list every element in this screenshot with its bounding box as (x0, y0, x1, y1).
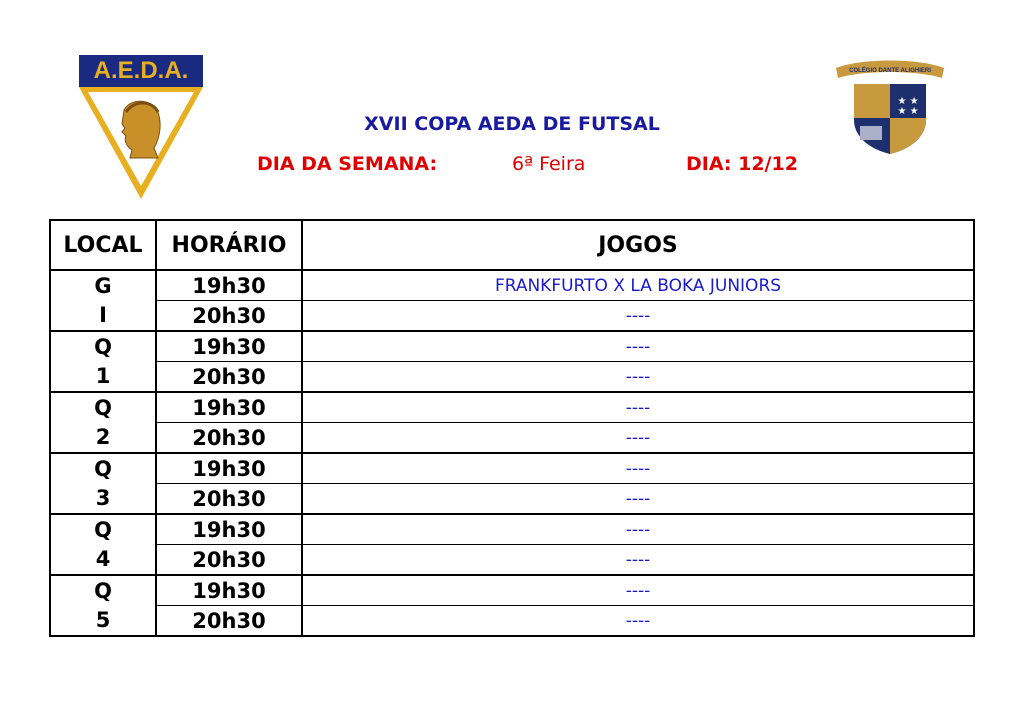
weekday-label: DIA DA SEMANA: (257, 153, 438, 175)
time-cell: 19h30 (156, 270, 302, 301)
local-cell: 3 (50, 484, 156, 515)
time-cell: 19h30 (156, 331, 302, 362)
game-cell: ---- (302, 606, 974, 637)
local-cell: 4 (50, 545, 156, 576)
game-cell: ---- (302, 484, 974, 515)
svg-text:★ ★: ★ ★ (897, 96, 919, 107)
table-row (50, 484, 974, 515)
header-local: LOCAL (50, 220, 156, 270)
crest-text: COLÉGIO DANTE ALIGHIERI (849, 68, 931, 74)
time-cell: 19h30 (156, 392, 302, 423)
game-cell: ---- (302, 514, 974, 545)
table-row (50, 423, 974, 454)
table-row (50, 331, 974, 362)
schedule-table (49, 219, 975, 637)
game-cell: ---- (302, 575, 974, 606)
time-cell: 20h30 (156, 423, 302, 454)
time-cell: 20h30 (156, 362, 302, 393)
aeda-logo-text: A.E.D.A. (93, 57, 189, 84)
dante-alighieri-crest (832, 56, 948, 156)
game-cell: ---- (302, 362, 974, 393)
table-row (50, 606, 974, 637)
header-horario: HORÁRIO (156, 220, 302, 270)
table-header-row (50, 220, 974, 270)
time-cell: 19h30 (156, 453, 302, 484)
game-cell: ---- (302, 423, 974, 454)
weekday-value: 6ª Feira (512, 153, 586, 175)
time-cell: 20h30 (156, 301, 302, 332)
local-cell: 5 (50, 606, 156, 637)
table-row (50, 514, 974, 545)
time-cell: 20h30 (156, 484, 302, 515)
local-cell: 1 (50, 362, 156, 393)
local-cell: Q (50, 331, 156, 362)
table-row (50, 301, 974, 332)
local-cell: Q (50, 575, 156, 606)
game-cell: ---- (302, 301, 974, 332)
local-cell: G (50, 270, 156, 301)
header-jogos: JOGOS (302, 220, 974, 270)
page-title: XVII COPA AEDA DE FUTSAL (364, 113, 660, 135)
time-cell: 20h30 (156, 545, 302, 576)
time-cell: 20h30 (156, 606, 302, 637)
game-cell: ---- (302, 453, 974, 484)
local-cell: 2 (50, 423, 156, 454)
table-row (50, 270, 974, 301)
local-cell: Q (50, 453, 156, 484)
svg-text:★ ★: ★ ★ (897, 106, 919, 117)
local-cell: Q (50, 514, 156, 545)
table-row (50, 362, 974, 393)
time-cell: 19h30 (156, 514, 302, 545)
time-cell: 19h30 (156, 575, 302, 606)
table-row (50, 392, 974, 423)
game-cell: ---- (302, 545, 974, 576)
table-row (50, 575, 974, 606)
local-cell: Q (50, 392, 156, 423)
local-cell: I (50, 301, 156, 332)
table-row (50, 453, 974, 484)
game-cell: FRANKFURTO X LA BOKA JUNIORS (302, 270, 974, 301)
game-cell: ---- (302, 392, 974, 423)
date-label: DIA: 12/12 (686, 153, 798, 175)
table-row (50, 545, 974, 576)
game-cell: ---- (302, 331, 974, 362)
